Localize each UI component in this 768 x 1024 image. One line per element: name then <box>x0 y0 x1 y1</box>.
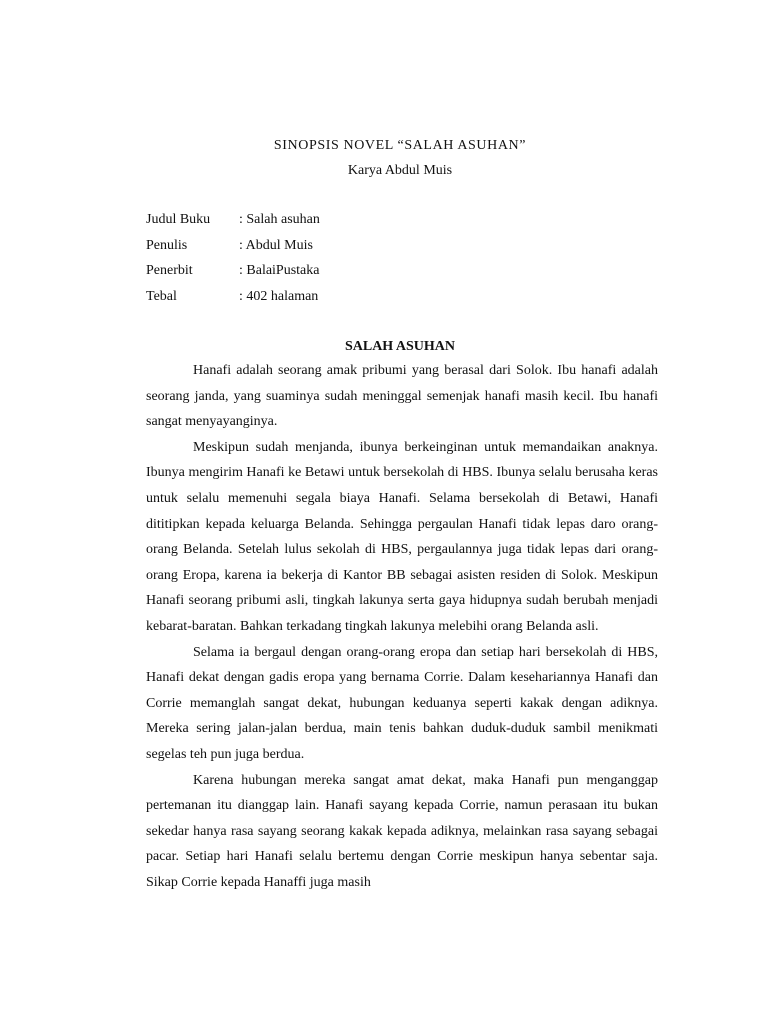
meta-row-judul-buku <box>146 210 666 236</box>
meta-label: Judul Buku <box>146 212 211 227</box>
meta-label: Penulis <box>146 237 188 253</box>
meta-value: : Salah asuhan <box>239 212 320 227</box>
meta-row-penerbit <box>146 261 666 287</box>
document-subtitle: Karya Abdul Muis <box>347 163 453 178</box>
section-title: SALAH ASUHAN <box>344 339 456 354</box>
paragraph: Hanafi adalah seorang amak pribumi yang berasal dari Solok. Ibu hanafi adalah seorang janda, yang suaminya sudah meninggal semenjak hanafi masih kecil. Ibu hanafi sangat menyayanginya. <box>146 363 658 430</box>
document-title: SINOPSIS NOVEL “SALAH ASUHAN” <box>273 138 527 153</box>
meta-label: Penerbit <box>146 263 193 279</box>
meta-row-tebal <box>146 287 666 313</box>
paragraph: Meskipun sudah menjanda, ibunya berkeinginan untuk memandaikan anaknya. Ibunya mengirim Hanafi ke Betawi untuk bersekolah di HBS. Ibunya selalu berusaha keras untuk selalu memenuhi segala biaya Hanafi. Selama bersekolah di Betawi, Hanafi dititipkan kepada keluarga Belanda. Sehingga pergaulan Hanafi tidak lepas daro orang-orang Belanda. Setelah lulus sekolah di HBS, pergaulannya juga tidak lepas dari orang-orang Eropa, karena ia bekerja di Kantor BB sebagai asisten residen di Solok. Meskipun Hanafi seorang pribumi asli, tingkah lakunya serta gaya hidupnya sudah berubah menjadi kebarat-baratan. Bahkan terkadang tingkah lakunya melebihi orang Belanda asli. <box>146 439 658 634</box>
paragraph: Selama ia bergaul dengan orang-orang eropa dan setiap hari bersekolah di HBS, Hanafi dekat dengan gadis eropa yang bernama Corrie. Dalam kesehariannya Hanafi dan Corrie memanglah sangat dekat, hubungan keduanya seperti kakak dengan adiknya. Mereka sering jalan-jalan berdua, main tenis bahkan duduk-duduk sambil menikmati segelas teh pun juga berdua. <box>146 644 658 762</box>
meta-label: Tebal <box>146 288 177 304</box>
meta-value: : Abdul Muis <box>239 237 313 253</box>
meta-row-penulis <box>146 236 666 262</box>
book-metadata <box>146 210 666 312</box>
meta-value: : BalaiPustaka <box>239 263 320 279</box>
paragraph: Karena hubungan mereka sangat amat dekat, maka Hanafi pun menganggap pertemanan itu dianggap lain. Hanafi sayang kepada Corrie, namun perasaan itu bukan sekedar hanya rasa sayang seorang kakak kepada adiknya, melainkan rasa sayang sebagai pacar. Setiap hari Hanafi selalu bertemu dengan Corrie meskipun hanya sebentar saja. Sikap Corrie kepada Hanaffi juga masih <box>146 772 658 890</box>
meta-value: : 402 halaman <box>239 288 319 304</box>
synopsis-body <box>146 358 658 895</box>
